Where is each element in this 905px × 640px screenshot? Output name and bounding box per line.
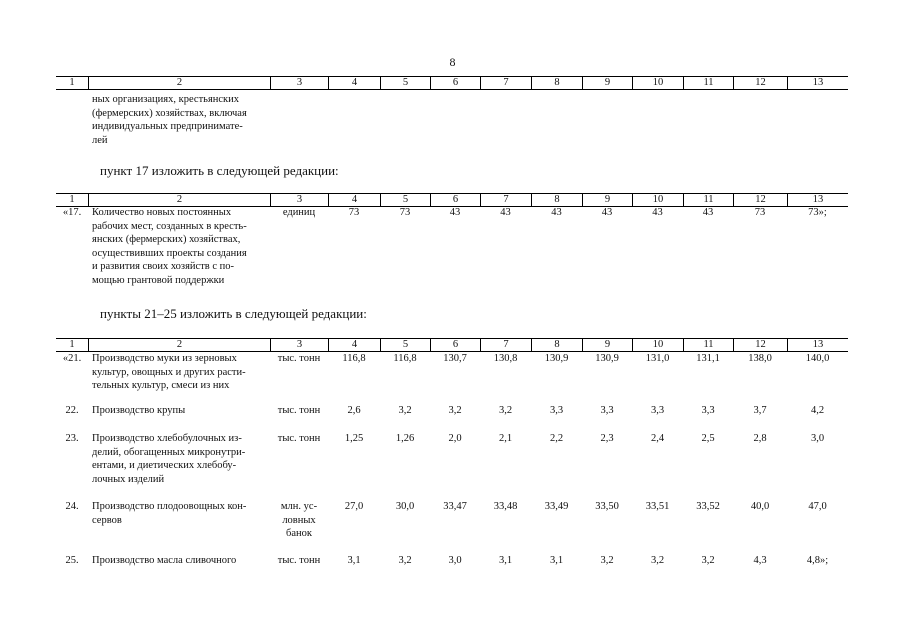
col-num: 11 <box>683 339 733 351</box>
unit: млн. ус- ловных банок <box>280 501 318 539</box>
value-cell: 3,3 <box>549 405 564 416</box>
value-cell: 3,3 <box>701 405 715 416</box>
value-cell: 3,3 <box>650 405 665 416</box>
value-cell: 138,0 <box>748 353 772 364</box>
col-num: 10 <box>632 339 683 351</box>
column-number-header <box>56 76 848 90</box>
col-num: 1 <box>69 194 75 205</box>
col-num: 10 <box>632 194 683 206</box>
value-cell: 73 <box>754 207 766 218</box>
row-number: 25. <box>65 555 79 566</box>
value-cell: 3,2 <box>398 405 412 416</box>
value-cell: 1,26 <box>395 433 415 444</box>
table-row <box>56 554 848 568</box>
col-num: 13 <box>787 77 848 89</box>
value-cell: 33,47 <box>443 501 467 512</box>
indicator-name: Производство муки из зерновых культур, овощных и других расти- тельных культур, смеси из них <box>92 353 246 391</box>
value-cell: 116,8 <box>342 353 366 364</box>
table-row <box>56 93 848 147</box>
col-num: 12 <box>733 77 787 89</box>
col-num: 2 <box>88 339 270 351</box>
table-point-17 <box>56 193 848 286</box>
col-num: 7 <box>480 339 531 351</box>
amendment-heading-17: пункт 17 изложить в следующей редакции: <box>100 163 339 178</box>
value-cell: 2,8 <box>753 433 767 444</box>
col-num: 5 <box>380 77 430 89</box>
col-num: 8 <box>531 339 582 351</box>
unit: тыс. тонн <box>277 353 321 364</box>
value-cell: 40,0 <box>750 501 770 512</box>
col-num: 7 <box>480 194 531 206</box>
value-cell: 116,8 <box>393 353 417 364</box>
indicator-name: Производство плодоовощных кон- сервов <box>92 501 247 526</box>
col-num: 5 <box>380 194 430 206</box>
table-continuation <box>56 76 848 146</box>
indicator-name: Количество новых постоянных рабочих мест, созданных в кресть- янских (фермерских) хозяйствах, осуществивших проекты создания и развития своих хозяйств с по- мощью грантовой поддержки <box>92 207 247 286</box>
unit: тыс. тонн <box>277 433 321 444</box>
value-cell: 3,3 <box>600 405 614 416</box>
col-num: 8 <box>531 77 582 89</box>
row-number: 24. <box>65 501 79 512</box>
value-cell: 3,1 <box>498 555 513 566</box>
value-cell: 3,1 <box>549 555 564 566</box>
column-number-header <box>56 338 848 352</box>
value-cell: 33,49 <box>544 501 569 512</box>
value-cell: 33,51 <box>645 501 670 512</box>
value-cell: 2,3 <box>600 433 614 444</box>
value-cell: 130,9 <box>544 353 569 364</box>
col-num: 4 <box>328 339 380 351</box>
value-cell: 1,25 <box>344 433 364 444</box>
value-cell: 4,2 <box>810 405 825 416</box>
value-cell: 33,50 <box>595 501 619 512</box>
value-cell: 43 <box>500 207 511 218</box>
value-cell: 3,2 <box>650 555 665 566</box>
value-cell: 130,8 <box>493 353 518 364</box>
value-cell: 43 <box>702 207 714 218</box>
value-cell: 131,1 <box>696 353 720 364</box>
value-cell: 2,2 <box>549 433 564 444</box>
value-cell: 2,4 <box>650 433 665 444</box>
col-num: 3 <box>270 194 328 206</box>
col-num: 11 <box>683 194 733 206</box>
value-cell: 73»; <box>808 207 827 218</box>
value-cell: 3,2 <box>701 555 715 566</box>
value-cell: 4,8»; <box>806 555 829 566</box>
table-row <box>56 352 848 393</box>
col-num: 1 <box>69 339 75 350</box>
value-cell: 43 <box>601 207 613 218</box>
value-cell: 131,0 <box>645 353 670 364</box>
value-cell: 27,0 <box>344 501 364 512</box>
indicator-name: Производство масла сливочного <box>92 555 237 566</box>
col-num: 9 <box>582 77 632 89</box>
col-num: 3 <box>270 339 328 351</box>
value-cell: 130,7 <box>443 353 467 364</box>
value-cell: 73 <box>399 207 411 218</box>
col-num: 4 <box>328 77 380 89</box>
page-number: 8 <box>449 55 456 69</box>
table-row <box>56 206 848 287</box>
table-row <box>56 404 848 418</box>
value-cell: 3,1 <box>347 555 361 566</box>
value-cell: 3,0 <box>810 433 825 444</box>
value-cell: 3,7 <box>753 405 767 416</box>
col-num: 5 <box>380 339 430 351</box>
value-cell: 3,0 <box>448 555 462 566</box>
amendment-heading-21-25: пункты 21–25 изложить в следующей редакции: <box>100 306 367 321</box>
column-number-header <box>56 193 848 207</box>
value-cell: 43 <box>551 207 562 218</box>
value-cell: 2,6 <box>347 405 361 416</box>
value-cell: 3,2 <box>398 555 412 566</box>
indicator-name: ных организациях, крестьянских (фермерских) хозяйствах, включая индивидуальных предпринимате- лей <box>92 94 247 146</box>
col-num: 3 <box>270 77 328 89</box>
value-cell: 47,0 <box>808 501 827 512</box>
row-number: 23. <box>65 433 79 444</box>
table-points-21-25 <box>56 338 848 566</box>
col-num: 6 <box>430 339 480 351</box>
value-cell: 73 <box>348 207 360 218</box>
col-num: 9 <box>582 194 632 206</box>
value-cell: 3,2 <box>498 405 513 416</box>
unit: тыс. тонн <box>277 405 321 416</box>
col-num: 6 <box>430 194 480 206</box>
indicator-name: Производство хлебобулочных из- делий, обогащенных микронутри- ентами, и диетических хлебобу- лочных изделий <box>92 433 246 485</box>
col-num: 12 <box>733 194 787 206</box>
value-cell: 3,2 <box>448 405 462 416</box>
col-num: 10 <box>632 77 683 89</box>
row-number: «17. <box>62 207 82 218</box>
value-cell: 33,52 <box>696 501 720 512</box>
col-num: 2 <box>88 194 270 206</box>
col-num: 8 <box>531 194 582 206</box>
col-num: 13 <box>787 339 848 351</box>
table-row <box>56 432 848 486</box>
col-num: 6 <box>430 77 480 89</box>
col-num: 11 <box>683 77 733 89</box>
value-cell: 140,0 <box>805 353 830 364</box>
value-cell: 4,3 <box>753 555 767 566</box>
value-cell: 30,0 <box>395 501 415 512</box>
unit: тыс. тонн <box>277 555 321 566</box>
value-cell: 43 <box>652 207 663 218</box>
indicator-name: Производство крупы <box>92 405 186 416</box>
col-num: 2 <box>88 77 270 89</box>
table-row <box>56 500 848 541</box>
row-number: «21. <box>62 353 82 364</box>
col-num: 9 <box>582 339 632 351</box>
unit: единиц <box>282 207 316 218</box>
value-cell: 2,1 <box>498 433 513 444</box>
value-cell: 43 <box>449 207 461 218</box>
value-cell: 33,48 <box>493 501 518 512</box>
value-cell: 2,0 <box>448 433 462 444</box>
col-num: 1 <box>69 77 75 88</box>
col-num: 13 <box>787 194 848 206</box>
col-num: 7 <box>480 77 531 89</box>
col-num: 12 <box>733 339 787 351</box>
col-num: 4 <box>328 194 380 206</box>
value-cell: 2,5 <box>701 433 715 444</box>
row-number: 22. <box>65 405 79 416</box>
value-cell: 130,9 <box>595 353 619 364</box>
value-cell: 3,2 <box>600 555 614 566</box>
